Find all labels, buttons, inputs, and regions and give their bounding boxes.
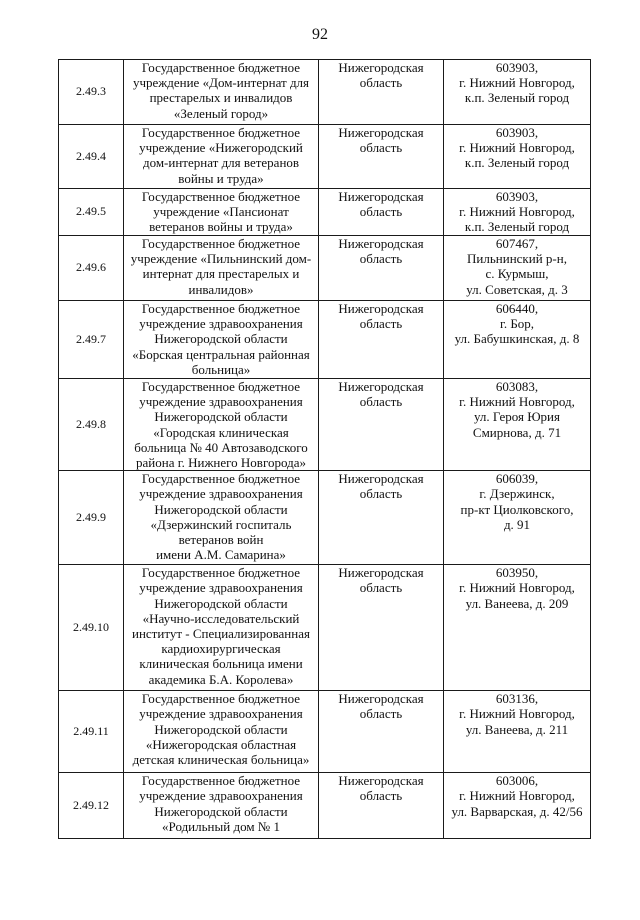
row-number-cell: 2.49.4: [59, 125, 124, 189]
region-cell: Нижегородская область: [319, 60, 444, 125]
table-row: [59, 60, 591, 125]
table-row: [59, 189, 591, 236]
table-body: [59, 60, 591, 839]
region-cell: Нижегородская область: [319, 236, 444, 301]
table-row: [59, 379, 591, 471]
region-cell: Нижегородская область: [319, 379, 444, 471]
address-cell: 606440, г. Бор, ул. Бабушкинская, д. 8: [444, 301, 591, 379]
page-number: 92: [312, 26, 328, 43]
row-number-cell: 2.49.11: [59, 691, 124, 773]
institution-name-cell: Государственное бюджетное учреждение «Нижегородский дом-интернат для ветеранов войны и труда»: [124, 125, 319, 189]
address-cell: 606039, г. Дзержинск, пр-кт Циолковского, д. 91: [444, 471, 591, 565]
region-cell: Нижегородская область: [319, 471, 444, 565]
row-number-cell: 2.49.12: [59, 773, 124, 839]
region-cell: Нижегородская область: [319, 691, 444, 773]
institution-name-cell: Государственное бюджетное учреждение здравоохранения Нижегородской области «Нижегородская областная детская клиническая больница»: [124, 691, 319, 773]
address-cell: 603083, г. Нижний Новгород, ул. Героя Юрия Смирнова, д. 71: [444, 379, 591, 471]
row-number-cell: 2.49.9: [59, 471, 124, 565]
row-number-cell: 2.49.3: [59, 60, 124, 125]
table-row: [59, 471, 591, 565]
table-row: [59, 236, 591, 301]
institutions-table: [58, 59, 591, 839]
address-cell: 603950, г. Нижний Новгород, ул. Ванеева, д. 209: [444, 565, 591, 691]
institution-name-cell: Государственное бюджетное учреждение «Дом-интернат для престарелых и инвалидов «Зеленый город»: [124, 60, 319, 125]
institution-name-cell: Государственное бюджетное учреждение «Пансионат ветеранов войны и труда»: [124, 189, 319, 236]
region-cell: Нижегородская область: [319, 565, 444, 691]
address-cell: 603903, г. Нижний Новгород, к.п. Зеленый город: [444, 60, 591, 125]
institution-name-cell: Государственное бюджетное учреждение здравоохранения Нижегородской области «Дзержинский госпиталь ветеранов войн имени А.М. Самарина»: [124, 471, 319, 565]
region-cell: Нижегородская область: [319, 301, 444, 379]
address-cell: 607467, Пильнинский р-н, с. Курмыш, ул. Советская, д. 3: [444, 236, 591, 301]
address-cell: 603903, г. Нижний Новгород, к.п. Зеленый город: [444, 125, 591, 189]
row-number-cell: 2.49.5: [59, 189, 124, 236]
row-number-cell: 2.49.8: [59, 379, 124, 471]
address-cell: 603136, г. Нижний Новгород, ул. Ванеева, д. 211: [444, 691, 591, 773]
address-cell: 603903, г. Нижний Новгород, к.п. Зеленый город: [444, 189, 591, 236]
table-row: [59, 773, 591, 839]
region-cell: Нижегородская область: [319, 125, 444, 189]
institution-name-cell: Государственное бюджетное учреждение «Пильнинский дом- интернат для престарелых и инвалидов»: [124, 236, 319, 301]
table-row: [59, 565, 591, 691]
institution-name-cell: Государственное бюджетное учреждение здравоохранения Нижегородской области «Родильный дом № 1: [124, 773, 319, 839]
row-number-cell: 2.49.6: [59, 236, 124, 301]
institution-name-cell: Государственное бюджетное учреждение здравоохранения Нижегородской области «Городская клиническая больница № 40 Автозаводского района г. Нижнего Новгорода»: [124, 379, 319, 471]
table-row: [59, 691, 591, 773]
region-cell: Нижегородская область: [319, 189, 444, 236]
row-number-cell: 2.49.10: [59, 565, 124, 691]
region-cell: Нижегородская область: [319, 773, 444, 839]
row-number-cell: 2.49.7: [59, 301, 124, 379]
table-row: [59, 301, 591, 379]
institution-name-cell: Государственное бюджетное учреждение здравоохранения Нижегородской области «Научно-исследовательский институт - Специализированная кардиохирургическая клиническая больница имени академика Б.А. Королева»: [124, 565, 319, 691]
table-row: [59, 125, 591, 189]
institution-name-cell: Государственное бюджетное учреждение здравоохранения Нижегородской области «Борская центральная районная больница»: [124, 301, 319, 379]
address-cell: 603006, г. Нижний Новгород, ул. Варварская, д. 42/56: [444, 773, 591, 839]
